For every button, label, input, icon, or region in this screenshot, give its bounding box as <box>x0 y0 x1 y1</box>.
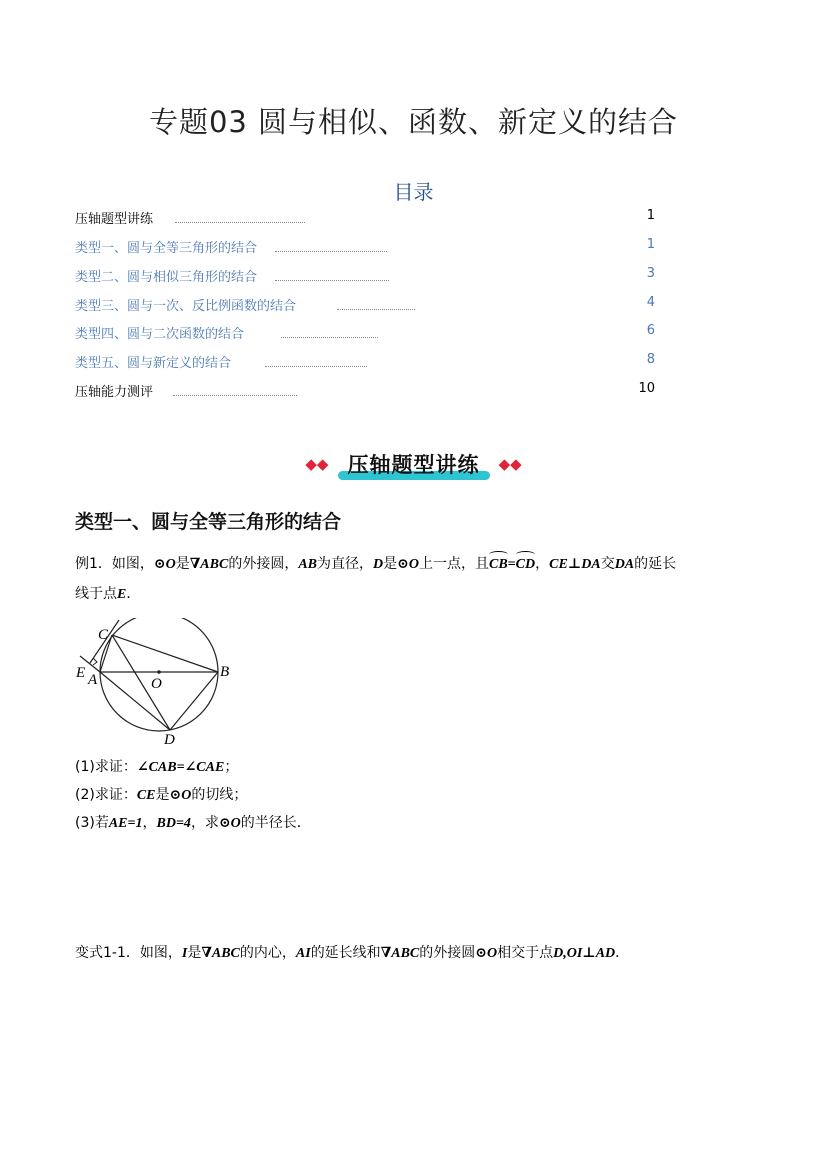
toc-leader-dots <box>173 385 297 396</box>
toc-entry-page[interactable]: 4 <box>646 295 655 310</box>
text: 的外接圆， <box>228 556 299 572</box>
circle-o <box>100 618 218 731</box>
text: 的延长线和 <box>310 945 381 961</box>
toc-leader-dots <box>275 241 387 252</box>
geometry-figure <box>72 618 232 748</box>
label-e: E <box>76 665 86 681</box>
text: 的切线； <box>191 787 248 803</box>
toc-entry[interactable] <box>75 352 655 374</box>
text: ． <box>615 945 630 961</box>
example1-line2 <box>75 583 140 606</box>
toc-leader-dots <box>175 212 305 223</box>
toc-entry-page[interactable]: 8 <box>646 352 655 367</box>
right-angle-mark <box>93 658 97 665</box>
math-i: I <box>181 946 188 961</box>
math-circle-o: ⊙O <box>169 788 192 803</box>
center-point <box>157 670 161 674</box>
toc-entry-label[interactable]: 类型四、圆与二次函数的结合 <box>75 327 245 342</box>
text: 的外接圆 <box>419 945 476 961</box>
toc-entry <box>75 208 655 230</box>
variant-1-1 <box>75 942 629 965</box>
math-ae: AE=1 <box>108 816 143 831</box>
math-equals: = <box>507 557 516 572</box>
text: 相交于点 <box>497 945 554 961</box>
math-ce-perp-da: CE⊥DA <box>549 557 601 572</box>
toc-entry-label: 压轴题型讲练 <box>75 212 154 227</box>
section-banner <box>0 447 827 483</box>
toc-entry-page: 10 <box>638 381 655 396</box>
text: 例1．如图， <box>75 556 154 572</box>
question-2 <box>75 784 247 807</box>
math-d: D <box>373 557 384 572</box>
text: 线于点 <box>75 586 117 602</box>
text: 是 <box>175 556 190 572</box>
banner-title: 压轴题型讲练 <box>334 447 494 483</box>
banner-right-decoration: ◆◆ <box>498 455 522 473</box>
label-d: D <box>164 732 175 748</box>
text: ； <box>224 759 239 775</box>
text: ， <box>535 556 550 572</box>
banner-left-decoration: ◆◆ <box>305 455 329 473</box>
toc-leader-dots <box>337 299 415 310</box>
toc-entry[interactable] <box>75 266 655 288</box>
math-d-oi-perp-ad: D,OI⊥AD <box>553 946 616 961</box>
math-e: E <box>117 587 127 602</box>
text: ． <box>126 586 141 602</box>
math-ai: AI <box>295 946 311 961</box>
toc-heading: 目录 <box>393 180 434 204</box>
math-triangle-abc: ∇ABC <box>189 557 229 572</box>
math-circle-o: ⊙O <box>153 557 176 572</box>
text: ，求 <box>190 815 219 831</box>
math-da: DA <box>614 557 635 572</box>
toc-entry[interactable] <box>75 323 655 345</box>
segment-cb <box>112 635 218 672</box>
example1-line1 <box>75 553 676 576</box>
text: 为直径， <box>317 556 374 572</box>
math-bd: BD=4 <box>156 816 191 831</box>
math-triangle-abc: ∇ABC <box>201 946 240 961</box>
text: 是 <box>383 556 398 572</box>
toc-entry <box>75 381 655 403</box>
text: 的内心， <box>239 945 296 961</box>
text: (2)求证： <box>75 787 137 803</box>
text: 是 <box>155 787 170 803</box>
question-1 <box>75 756 238 779</box>
math-arc-cd: CD <box>516 554 535 576</box>
toc-leader-dots <box>281 327 378 338</box>
math-circle-o: ⊙O <box>218 816 241 831</box>
label-b: B <box>220 664 230 680</box>
toc-entry-label[interactable]: 类型三、圆与一次、反比例函数的结合 <box>75 299 297 314</box>
math-ab: AB <box>298 557 318 572</box>
label-c: C <box>98 627 109 643</box>
math-arc-cb: CB <box>489 554 508 576</box>
toc-entry-page[interactable]: 1 <box>646 237 655 252</box>
math-ce: CE <box>136 788 156 803</box>
text: (3)若 <box>75 815 109 831</box>
text: ， <box>142 815 157 831</box>
text: 的半径长． <box>240 815 311 831</box>
toc-entry-page: 1 <box>646 208 655 223</box>
label-o: O <box>151 676 162 692</box>
text: 交 <box>600 556 615 572</box>
toc-entry[interactable] <box>75 295 655 317</box>
text: 的延长 <box>634 556 677 572</box>
toc-entry-page[interactable]: 3 <box>646 266 655 281</box>
text: (1)求证： <box>75 759 137 775</box>
toc-entry-label[interactable]: 类型二、圆与相似三角形的结合 <box>75 270 258 285</box>
text: 是 <box>187 945 202 961</box>
toc-entry-label: 压轴能力测评 <box>75 385 154 400</box>
text: 上一点，且 <box>418 556 489 572</box>
toc-entry[interactable] <box>75 237 655 259</box>
text: 变式1-1．如图， <box>75 945 182 961</box>
page-title: 专题03 圆与相似、函数、新定义的结合 <box>148 105 679 139</box>
math-angle-eq: ∠CAB=∠CAE <box>136 760 225 775</box>
math-triangle-abc: ∇ABC <box>380 946 420 961</box>
toc-entry-label[interactable]: 类型五、圆与新定义的结合 <box>75 356 232 371</box>
math-circle-o: ⊙O <box>397 557 419 572</box>
math-circle-o: ⊙O <box>475 946 498 961</box>
section-heading: 类型一、圆与全等三角形的结合 <box>75 511 342 533</box>
toc-leader-dots <box>265 356 367 367</box>
question-3 <box>75 812 311 835</box>
label-a: A <box>88 672 98 688</box>
toc-entry-label[interactable]: 类型一、圆与全等三角形的结合 <box>75 241 258 256</box>
toc-entry-page[interactable]: 6 <box>646 323 655 338</box>
toc-leader-dots <box>275 270 389 281</box>
